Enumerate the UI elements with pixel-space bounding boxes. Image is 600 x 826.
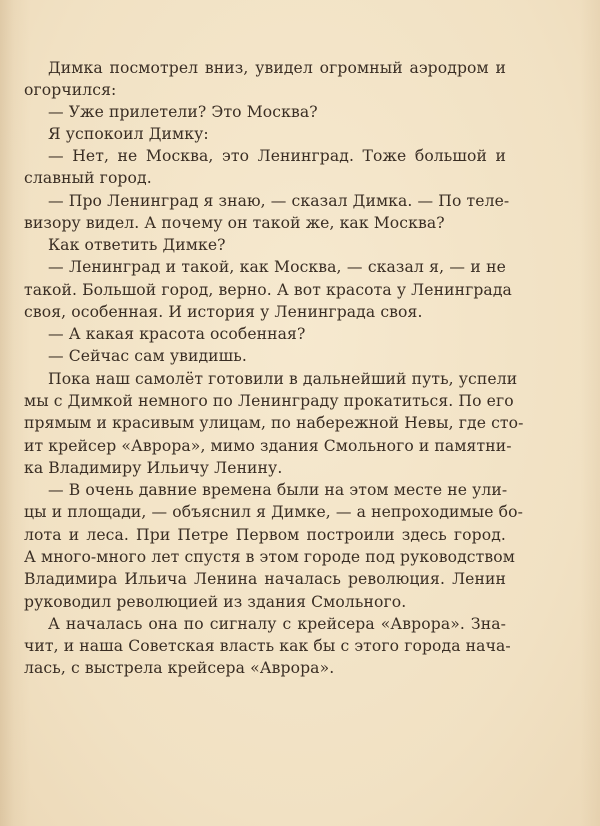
text-line: славный город. [24, 169, 152, 187]
text-line: мы с Димкой немного по Ленинграду прокатиться. По его [24, 392, 514, 410]
text-line: — В очень давние времена были на этом месте не ули- [48, 481, 508, 499]
text-line: Димка посмотрел вниз, увидел огромный аэродром и [48, 59, 506, 77]
text-line: ит крейсер «Аврора», мимо здания Смольного и памятни- [24, 437, 512, 455]
text-line: А началась она по сигналу с крейсера «Аврора». Зна- [48, 615, 506, 633]
text-line: — Ленинград и такой, как Москва, — сказал я, — и не [48, 258, 506, 276]
text-line: лота и леса. При Петре Первом построили здесь город. [24, 526, 506, 544]
text-line: огорчился: [24, 81, 117, 99]
text-line: прямым и красивым улицам, по набережной Невы, где сто- [24, 414, 524, 432]
text-line: чит, и наша Советская власть как бы с этого города нача- [24, 637, 511, 655]
text-line: лась, с выстрела крейсера «Аврора». [24, 659, 335, 677]
text-line: Как ответить Димке? [48, 236, 226, 254]
text-line: своя, особенная. И история у Ленинграда своя. [24, 303, 423, 321]
text-line: — Про Ленинград я знаю, — сказал Димка. — По теле- [48, 192, 510, 210]
text-line: — Нет, не Москва, это Ленинград. Тоже большой и [48, 147, 506, 165]
text-line: Пока наш самолёт готовили в дальнейший путь, успели [48, 370, 518, 388]
text-line: Владимира Ильича Ленина началась революция. Ленин [24, 570, 506, 588]
text-line: визору видел. А почему он такой же, как Москва? [24, 214, 445, 232]
text-line: А много-много лет спустя в этом городе под руководством [24, 548, 515, 566]
text-line: такой. Большой город, верно. А вот красота у Ленинграда [24, 281, 512, 299]
text-line: руководил революцией из здания Смольного. [24, 593, 407, 611]
text-line: — Сейчас сам увидишь. [48, 347, 247, 365]
text-line: Я успокоил Димку: [48, 125, 209, 143]
text-line: ка Владимиру Ильичу Ленину. [24, 459, 283, 477]
text-line: — А какая красота особенная? [48, 325, 306, 343]
text-line: цы и площади, — объяснил я Димке, — а непроходимые бо- [24, 503, 524, 521]
text-line: — Уже прилетели? Это Москва? [48, 103, 318, 121]
